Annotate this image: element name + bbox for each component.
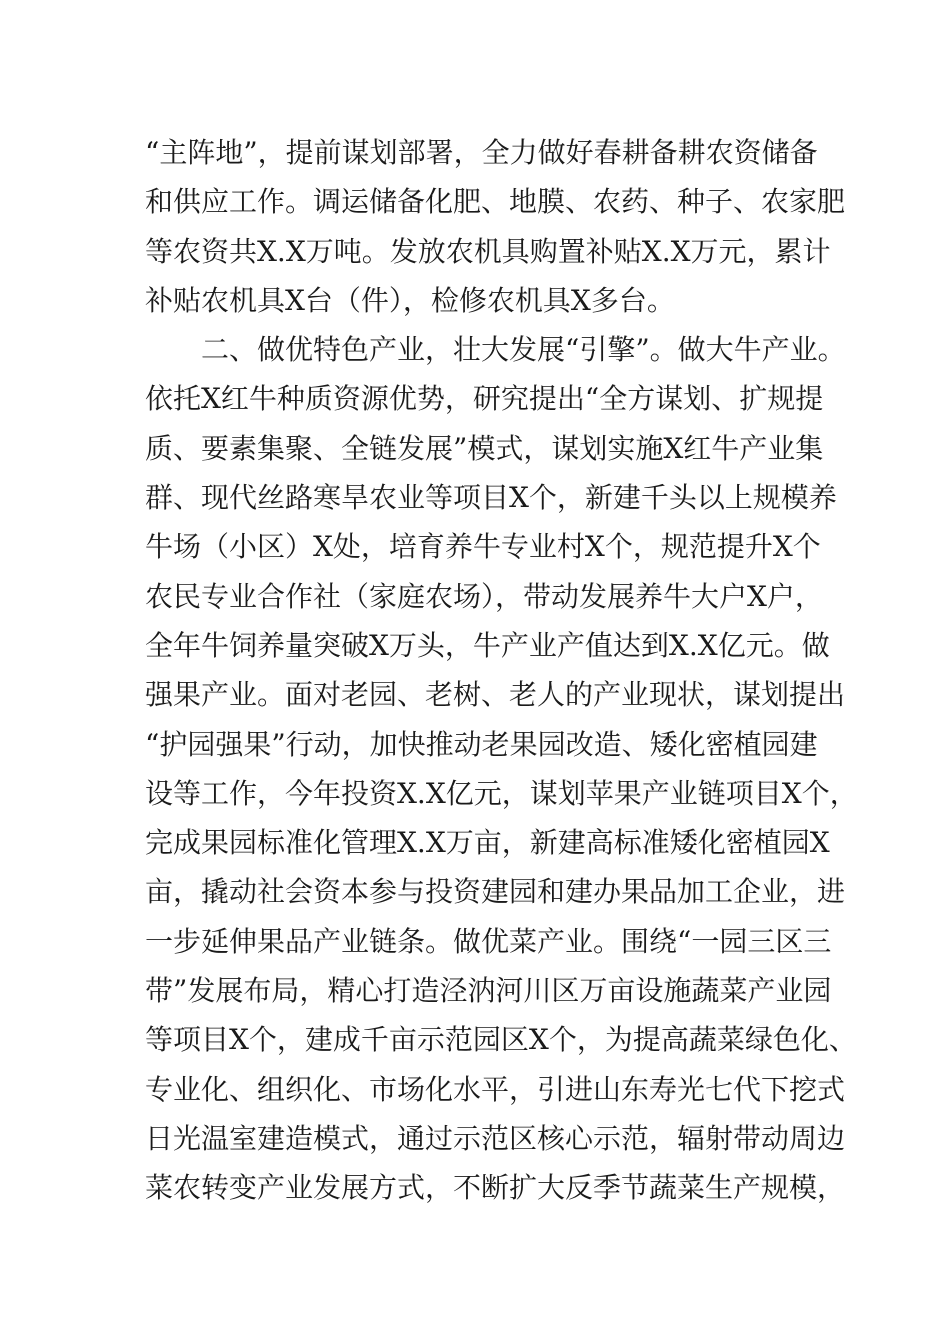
text-line: 质、要素集聚、全链发展”模式，谋划实施X红牛产业集 — [145, 431, 824, 465]
text-line: 菜农转变产业发展方式，不断扩大反季节蔬菜生产规模， — [145, 1171, 846, 1205]
text-line: 等农资共X.X万吨。发放农机具购置补贴X.X万元，累计 — [145, 234, 831, 268]
text-line: 群、现代丝路寒旱农业等项目X个，新建千头以上规模养 — [145, 481, 837, 515]
text-line: 带”发展布局，精心打造泾汭河川区万亩设施蔬菜产业园 — [145, 974, 832, 1008]
text-line: 日光温室建造模式，通过示范区核心示范，辐射带动周边 — [145, 1121, 846, 1155]
text-line: 一步延伸果品产业链条。做优菜产业。围绕“一园三区三 — [145, 924, 832, 958]
body-text — [145, 128, 858, 1213]
text-line: 牛场（小区）X处，培育养牛专业村X个，规范提升X个 — [145, 530, 821, 564]
text-line: 强果产业。面对老园、老树、老人的产业现状，谋划提出 — [145, 678, 846, 712]
text-line: 亩，撬动社会资本参与投资建园和建办果品加工企业，进 — [145, 875, 846, 909]
section-heading-line: 二、做优特色产业，壮大发展“引擎”。做大牛产业。 — [201, 333, 846, 367]
text-line: 农民专业合作社（家庭农场），带动发展养牛大户X户， — [145, 579, 823, 613]
text-line: 设等工作，今年投资X.X亿元，谋划苹果产业链项目X个， — [145, 776, 858, 810]
text-line: “护园强果”行动，加快推动老果园改造、矮化密植园建 — [145, 727, 818, 761]
text-line: 依托X红牛种质资源优势，研究提出“全方谋划、扩规提 — [145, 382, 824, 416]
text-line: 全年牛饲养量突破X万头，牛产业产值达到X.X亿元。做 — [145, 628, 830, 662]
text-line: 完成果园标准化管理X.X万亩，新建高标准矮化密植园X — [145, 826, 830, 860]
text-line: 等项目X个，建成千亩示范园区X个，为提高蔬菜绿色化、 — [145, 1023, 857, 1057]
text-line: 专业化、组织化、市场化水平，引进山东寿光七代下挖式 — [145, 1072, 846, 1106]
text-line: 和供应工作。调运储备化肥、地膜、农药、种子、农家肥 — [145, 185, 846, 219]
text-line: 补贴农机具X台（件），检修农机具X多台。 — [145, 283, 675, 317]
text-line: “主阵地”，提前谋划部署，全力做好春耕备耕农资储备 — [145, 136, 818, 169]
